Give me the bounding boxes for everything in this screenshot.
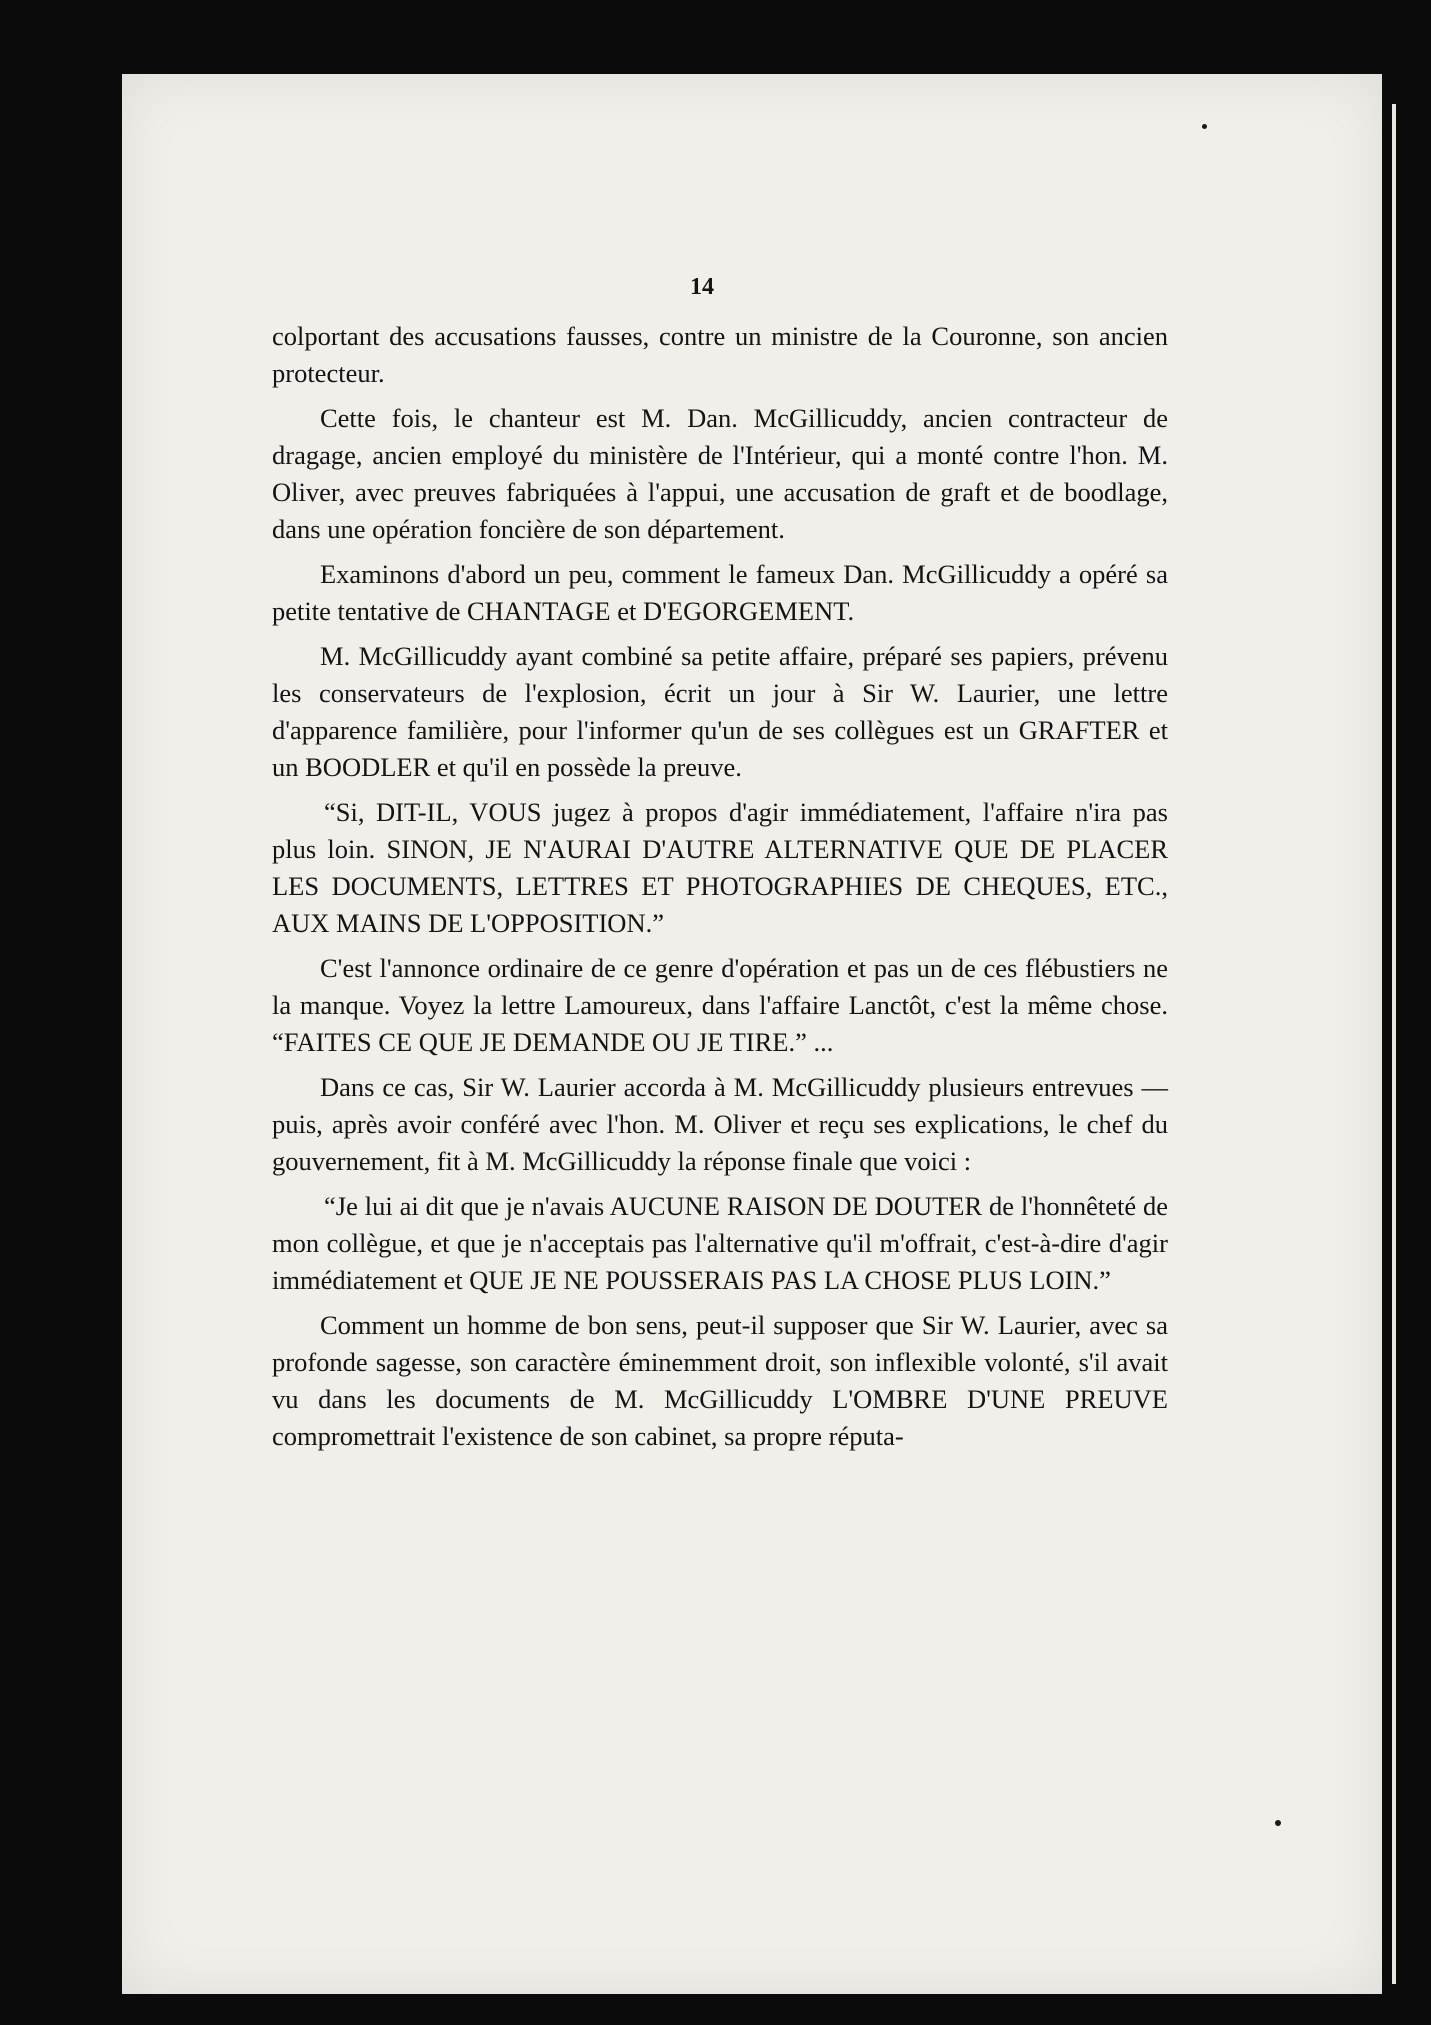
paragraph: Cette fois, le chanteur est M. Dan. McGillicuddy, ancien contracteur de dragage, ancien employé du ministère de l'Intérieur, qui a monté contre l'hon. M. Oliver, avec preuves fabriquées à l'appui, une accusation de graft et de boodlage, dans une opération foncière de son département. xyxy=(272,403,1168,544)
paragraph: colportant des accusations fausses, contre un ministre de la Couronne, son ancien protecteur. xyxy=(272,321,1168,388)
quoted-paragraph: “Si, DIT-IL, VOUS jugez à propos d'agir immédiatement, l'affaire n'ira pas plus loin. SINON, JE N'AURAI D'AUTRE ALTERNATIVE QUE DE PLACER LES DOCUMENTS, LETTRES ET PHOTOGRAPHIES DE CHEQUES, ETC., AUX MAINS DE L'OPPOSITION.” xyxy=(272,797,1168,938)
paragraph: Comment un homme de bon sens, peut-il supposer que Sir W. Laurier, avec sa profonde sagesse, son caractère éminemment droit, son inflexible volonté, s'il avait vu dans les documents de M. McGillicuddy L'OMBRE D'UNE PREUVE compromettrait l'existence de son cabinet, sa propre réputa- xyxy=(272,1310,1168,1451)
quoted-paragraph: “Je lui ai dit que je n'avais AUCUNE RAISON DE DOUTER de l'honnêteté de mon collègue, et que je n'acceptais pas l'alternative qu'il m'offrait, c'est-à-dire d'agir immédiatement et QUE JE NE POUSSERAIS PAS LA CHOSE PLUS LOIN.” xyxy=(272,1191,1168,1295)
paragraph: Examinons d'abord un peu, comment le fameux Dan. McGillicuddy a opéré sa petite tentative de CHANTAGE et D'EGORGEMENT. xyxy=(272,559,1168,626)
paragraph: M. McGillicuddy ayant combiné sa petite affaire, préparé ses papiers, prévenu les conservateurs de l'explosion, écrit un jour à Sir W. Laurier, une lettre d'apparence familière, pour l'informer qu'un de ses collègues est un GRAFTER et un BOODLER et qu'il en possède la preuve. xyxy=(272,641,1168,782)
paragraph: C'est l'annonce ordinaire de ce genre d'opération et pas un de ces flébustiers ne la manque. Voyez la lettre Lamoureux, dans l'affaire Lanctôt, c'est la même chose. “FAITES CE QUE JE DEMANDE OU JE TIRE.” ... xyxy=(272,953,1168,1057)
page-edge-rule xyxy=(1392,104,1396,1984)
paragraph: Dans ce cas, Sir W. Laurier accorda à M. McGillicuddy plusieurs entrevues — puis, après avoir conféré avec l'hon. M. Oliver et reçu ses explications, le chef du gouvernement, fit à M. McGillicuddy la réponse finale que voici : xyxy=(272,1072,1168,1176)
page-number: 14 xyxy=(690,274,714,300)
scan-speck xyxy=(1275,1820,1281,1826)
scan-speck xyxy=(1202,124,1207,129)
body-text xyxy=(272,318,1168,1463)
